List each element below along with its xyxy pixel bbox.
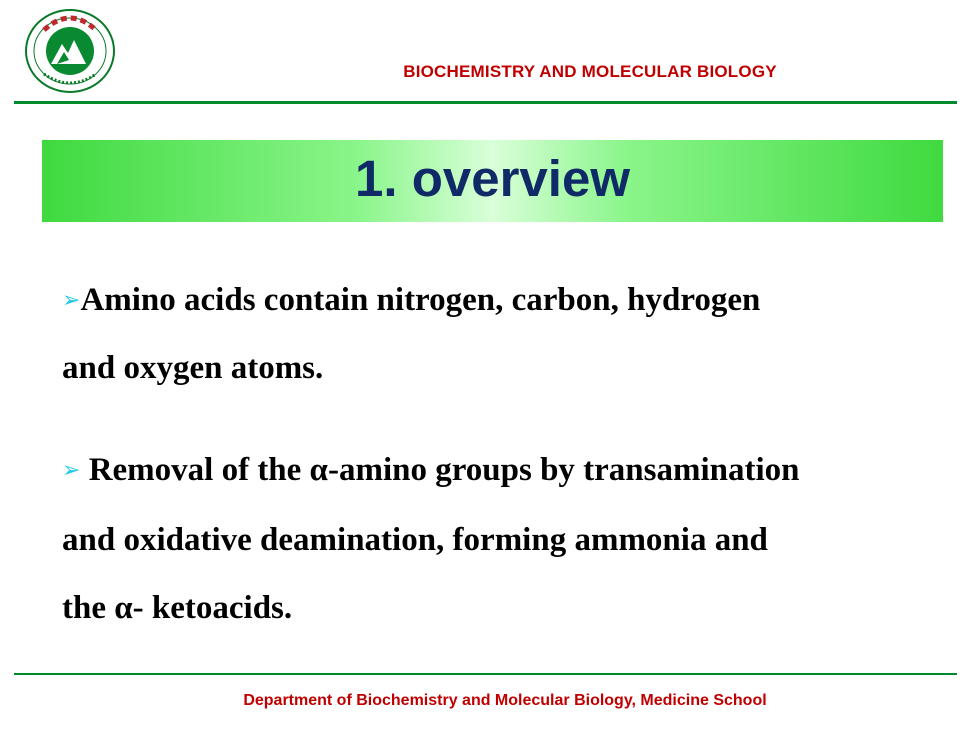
footer-divider (14, 673, 957, 675)
bullet-1-line-2: and oxygen atoms. (62, 350, 324, 386)
bullet-2-line-1: ➢ Removal of the α-amino groups by transamination (62, 452, 800, 488)
header-divider (14, 101, 957, 104)
bullet-arrow-icon: ➢ (62, 288, 81, 313)
bullet-1-line-1: ➢Amino acids contain nitrogen, carbon, hydrogen (62, 282, 761, 318)
footer-text: Department of Biochemistry and Molecular Biology, Medicine School (243, 692, 767, 709)
bullet-2-line-3: the α- ketoacids. (62, 590, 293, 626)
slide-title: 1. overview (355, 150, 630, 207)
header-title: BIOCHEMISTRY AND MOLECULAR BIOLOGY (403, 62, 777, 81)
bullet-2-line-2: and oxidative deamination, forming ammonia and (62, 522, 768, 558)
bullet-arrow-icon: ➢ (62, 458, 81, 483)
